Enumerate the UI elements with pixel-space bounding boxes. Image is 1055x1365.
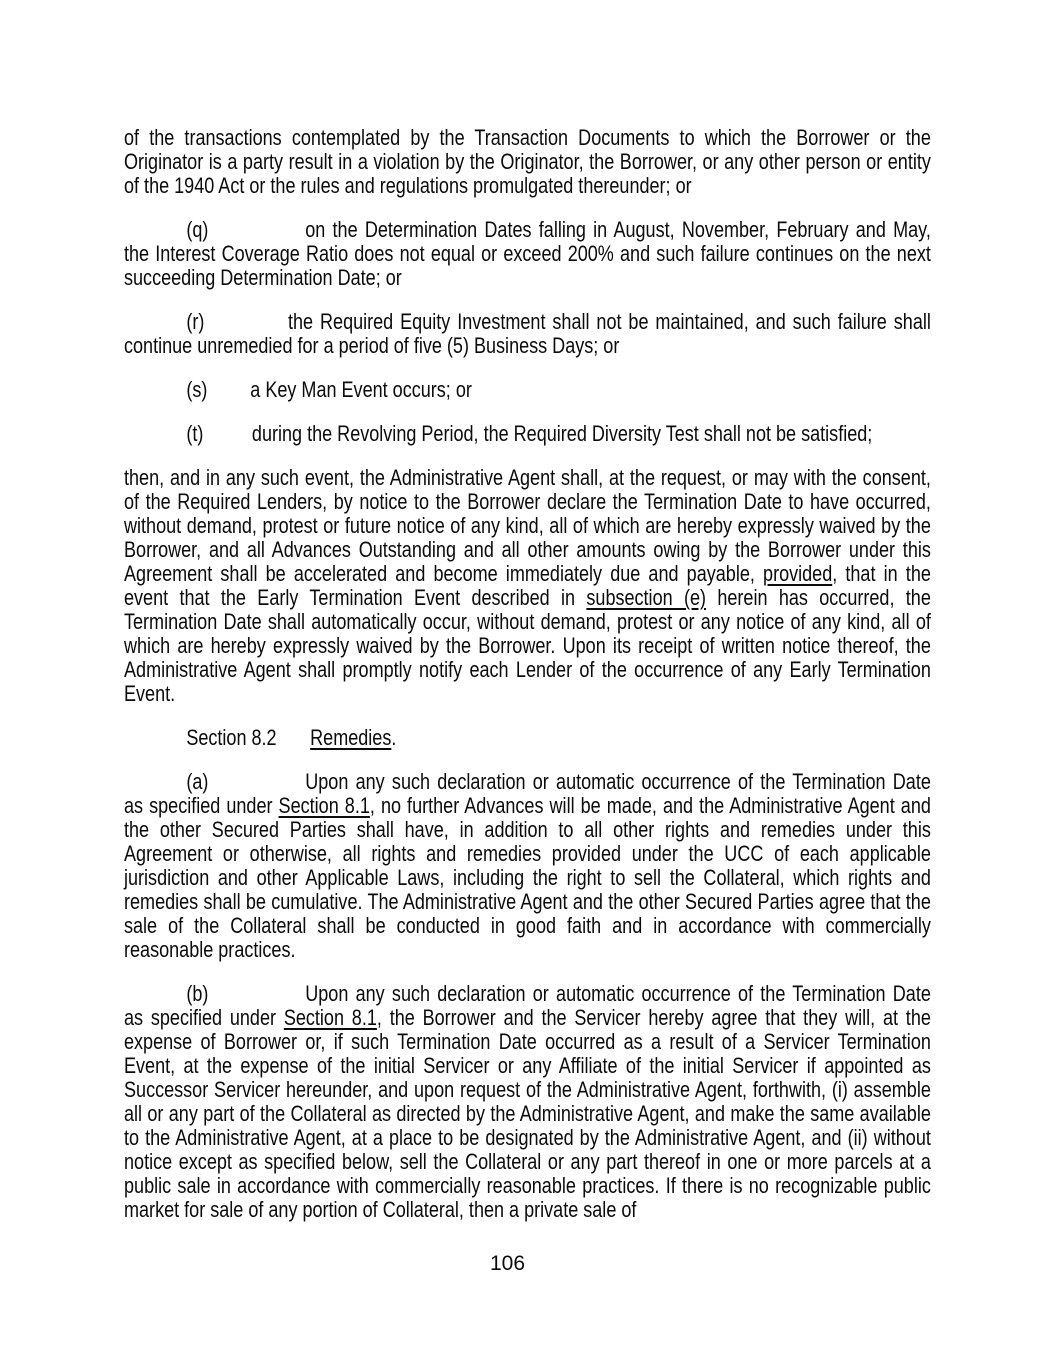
section-heading-number: Section 8.2 [186, 725, 277, 750]
item-t-text [252, 421, 872, 446]
paragraph-item-q [124, 218, 931, 290]
text-run: herein has occurred, the Termination Date shall automatically occur, without demand, protest or any notice of any kind, all of which are hereby expressly waived by the Borrower. Upon its receipt of written notice thereof, the Administrative Agent shall promptly notify each Lender of the occurrence of any Early Termination Event. [124, 585, 931, 706]
text-run: during the Revolving Period, the Required Diversity Test shall not be satisfied; [251, 421, 873, 446]
text-run: on the Determination Dates falling in August, November, February and May, the Interest Coverage Ratio does not equal or exceed 200% and such failure continues on the next succeeding Determination Date; or [124, 217, 931, 290]
paragraph-item-t [124, 422, 931, 446]
text-run: , no further Advances will be made, and the Administrative Agent and the other Secured Parties shall have, in addition to all other rights and remedies under this Agreement or otherwise, all rights and remedies provided under the UCC of each applicable jurisdiction and other Applicable Laws, including the right to sell the Collateral, which rights and remedies shall be cumulative. The Administrative Agent and the other Secured Parties agree that the sale of the Collateral shall be conducted in good faith and in accordance with commercially reasonable practices. [124, 793, 931, 962]
item-s-label: (s) [186, 377, 208, 402]
section-heading [124, 726, 931, 750]
page-number: 106 [489, 1252, 526, 1275]
paragraph-item-b [124, 982, 931, 1222]
paragraph-acceleration [124, 466, 931, 706]
paragraph-item-a [124, 770, 931, 962]
text-run: , that in the event that the Early Termination Event described in [124, 561, 931, 610]
underlined-text-run: provided [763, 561, 833, 586]
text-run: Upon any such declaration or automatic occurrence of the Termination Date as specified under [124, 981, 931, 1030]
item-s-text [250, 377, 472, 402]
paragraph-item-s [124, 378, 931, 402]
section-heading-period: . [391, 725, 397, 750]
item-a-label: (a) [186, 769, 209, 794]
text-run: then, and in any such event, the Administrative Agent shall, at the request, or may with the consent, of the Required Lenders, by notice to the Borrower declare the Termination Date to have occurred, without demand, protest or future notice of any kind, all of which are hereby expressly waived by the Borrower, and all Advances Outstanding and all other amounts owing by the Borrower under this Agreement shall be accelerated and become immediately due and payable, [124, 465, 931, 586]
text-run: the Required Equity Investment shall not be maintained, and such failure shall continue unremedied for a period of five (5) Business Days; or [124, 309, 931, 358]
paragraph-item-r [124, 310, 931, 358]
item-b-label: (b) [186, 981, 209, 1006]
text-run: of the transactions contemplated by the Transaction Documents to which the Borrower or the Originator is a party result in a violation by the Originator, the Borrower, or any other person or entity of the 1940 Act or the rules and regulations promulgated thereunder; or [124, 125, 931, 198]
item-b-text [124, 981, 931, 1222]
page-body [124, 126, 931, 1222]
underlined-text-run: Section 8.1 [283, 1005, 377, 1030]
item-r-label: (r) [186, 309, 205, 334]
item-t-label: (t) [186, 421, 204, 446]
underlined-text-run: subsection (e) [586, 585, 707, 610]
item-a-text [124, 769, 931, 962]
text-run: , the Borrower and the Servicer hereby agree that they will, at the expense of Borrower or, if such Termination Date occurred as a result of a Servicer Termination Event, at the expense of the initial Servicer or any Affiliate of the initial Servicer if appointed as Successor Servicer hereunder, and upon request of the Administrative Agent, forthwith, (i) assemble all or any part of the Collateral as directed by the Administrative Agent, and make the same available to the Administrative Agent, at a place to be designated by the Administrative Agent, and (ii) without notice except as specified below, sell the Collateral or any part thereof in one or more parcels at a public sale in accordance with commercially reasonable practices. If there is no recognizable public market for sale of any portion of Collateral, then a private sale of [124, 1005, 931, 1222]
text-run: Upon any such declaration or automatic occurrence of the Termination Date as specified under [124, 769, 931, 818]
item-q-label: (q) [186, 217, 209, 242]
paragraph-continuation [124, 126, 931, 198]
underlined-text-run: Section 8.1 [278, 793, 370, 818]
section-heading-title: Remedies [310, 725, 392, 750]
text-run: a Key Man Event occurs; or [250, 377, 472, 402]
